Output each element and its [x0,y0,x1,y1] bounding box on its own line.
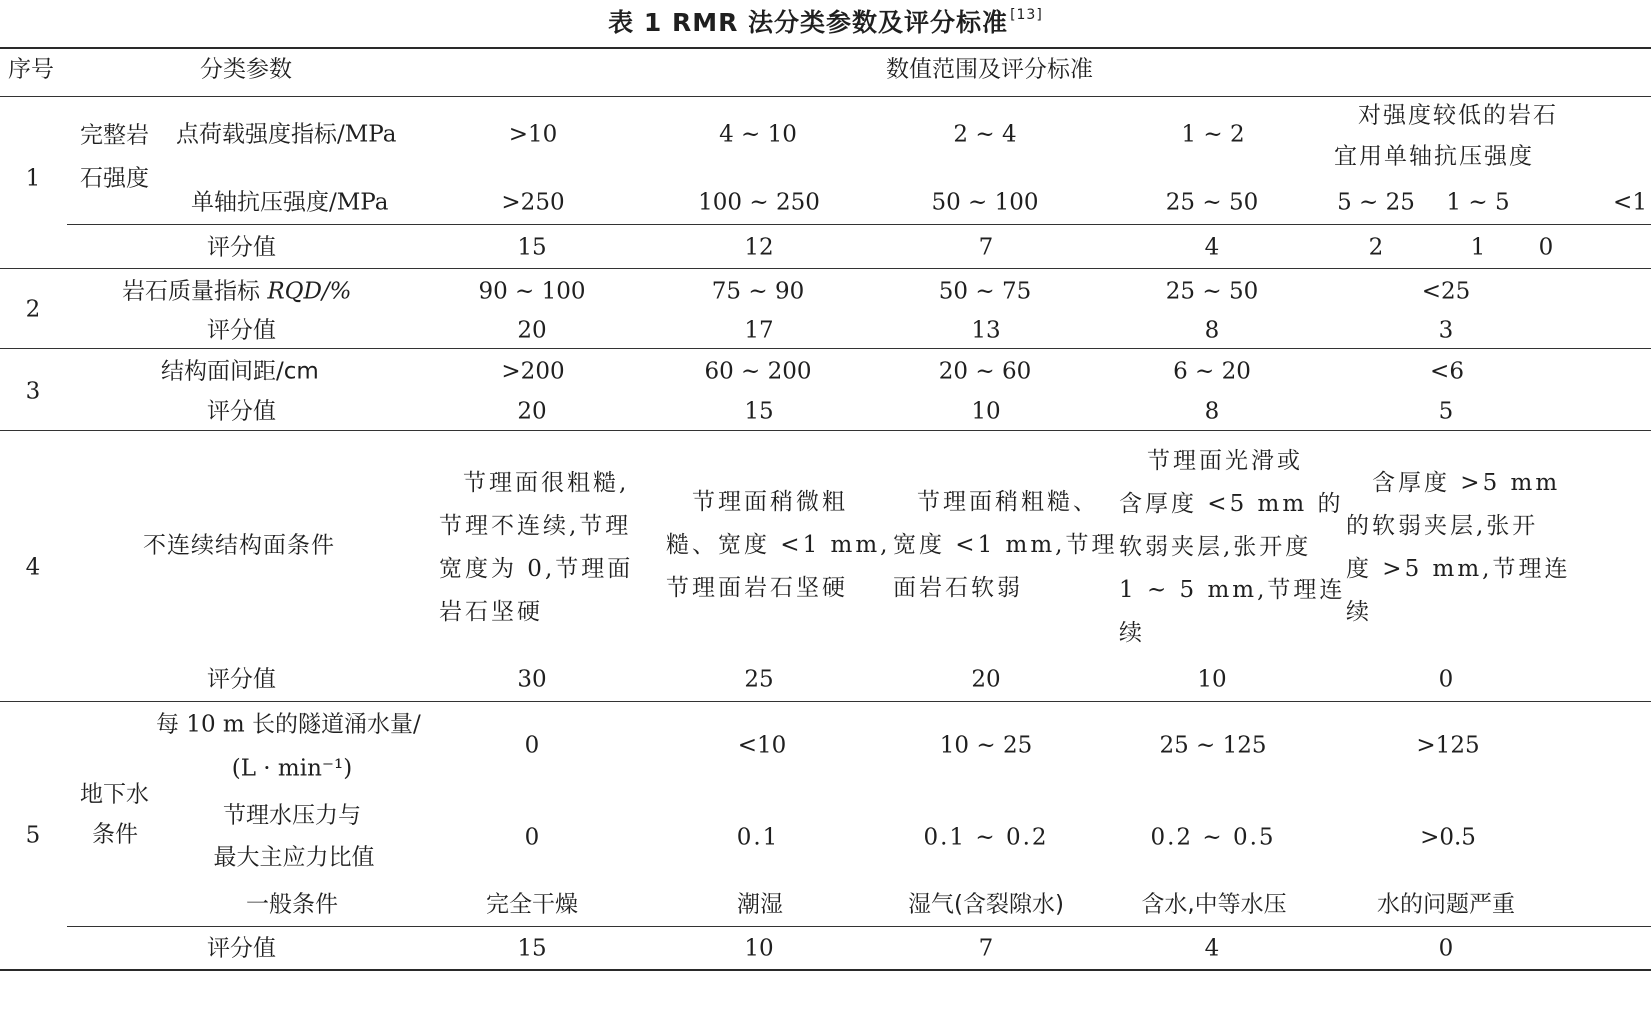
r4-cell-line: 软弱夹层,张开度 [1119,534,1312,560]
r2-val: 50 ~ 75 [938,278,1032,305]
r2-val: 75 ~ 90 [711,278,805,305]
r1-pl-val: 4 ~ 10 [719,121,797,148]
r4-cell-line: 糙、宽度 <1 mm, [666,532,891,558]
r1-score-label: 评分值 [207,234,276,261]
r4-no: 4 [25,554,41,581]
rule-r5-inner [67,926,1651,927]
r1-uc-val: 5 ~ 25 [1337,189,1415,216]
r4-cell-line: 含厚度 <5 mm 的 [1119,491,1344,517]
r4-cell-line: 宽度 <1 mm,节理 [893,532,1118,558]
header-range: 数值范围及评分标准 [886,56,1093,83]
rule-r1 [0,268,1651,269]
r5-inflow-val: 25 ~ 125 [1159,732,1267,759]
r4-cell-4 [1119,440,1345,655]
r1-pl-val: 1 ~ 2 [1181,121,1245,148]
r5-ratio-val: 0.1 ~ 0.2 [923,824,1049,851]
r2-score: 3 [1438,317,1454,344]
r4-cell-line: 节理面稍粗糙、 [917,489,1099,515]
r3-label: 结构面间距/cm [161,358,319,385]
r5-ratio-val: 0.1 [736,824,780,851]
r5-group-line1: 地下水 [80,781,149,808]
r4-cell-line: 节理面稍微粗 [692,489,848,515]
r3-score: 10 [971,398,1001,425]
r3-val: 60 ~ 200 [704,358,812,385]
r1-uc-val: <1 [1613,189,1647,216]
r4-cell-line: 度 >5 mm,节理连 [1346,556,1571,582]
r2-score: 17 [744,317,774,344]
rule-r2 [0,348,1651,349]
r1-uc-val: 50 ~ 100 [931,189,1039,216]
r5-no: 5 [25,822,41,849]
r2-label-italic: RQD/% [267,278,352,305]
r5-group-line2: 条件 [92,821,138,848]
r2-score: 20 [517,317,547,344]
r1-score: 1 [1470,234,1486,261]
r5-score: 10 [744,935,774,962]
r1-score: 15 [517,234,547,261]
r1-pl-val: 2 ~ 4 [953,121,1017,148]
r1-pl-label: 点荷载强度指标/MPa [176,121,397,148]
r1-pl-val: >10 [508,121,558,148]
caption-reference: [13] [1010,7,1043,23]
header-no: 序号 [8,56,54,83]
r4-score: 25 [744,666,774,693]
r4-cell-2 [666,481,890,610]
rule-top [0,47,1651,49]
r1-group-line2: 石强度 [80,165,149,192]
r1-pl-note-line2: 宜用单轴抗压强度 [1334,143,1534,170]
r4-cell-1 [439,462,633,634]
r5-general-val: 水的问题严重 [1377,891,1515,918]
r4-score-label: 评分值 [207,666,276,693]
r4-cell-line: 节理不连续,节理 [439,513,632,539]
r5-general-val: 湿气(含裂隙水) [908,891,1064,918]
r1-score: 7 [978,234,994,261]
r5-inflow-val: >125 [1416,732,1480,759]
r3-score: 15 [744,398,774,425]
r1-score: 2 [1368,234,1384,261]
r4-label: 不连续结构面条件 [143,532,335,559]
r2-no: 2 [25,296,41,323]
r5-inflow-val: 10 ~ 25 [939,732,1033,759]
r2-score-label: 评分值 [207,317,276,344]
r5-ratio-val: >0.5 [1420,824,1476,851]
r5-score: 7 [978,935,994,962]
r4-cell-line: 含厚度 >5 mm [1372,470,1561,496]
r5-general-val: 含水,中等水压 [1141,891,1287,918]
r2-score: 8 [1204,317,1220,344]
r2-label-main: 岩石质量指标 [122,278,268,305]
r1-score: 0 [1538,234,1554,261]
r4-score: 10 [1197,666,1227,693]
r3-no: 3 [25,378,41,405]
r1-score: 4 [1204,234,1220,261]
r5-ratio-val: 0.2 ~ 0.5 [1150,824,1276,851]
r4-cell-line: 续 [1119,620,1145,646]
r4-score: 30 [517,666,547,693]
r3-val: 20 ~ 60 [938,358,1032,385]
r5-general-val: 潮湿 [737,891,783,918]
r4-cell-line: 1 ~ 5 mm,节理连 [1119,577,1346,603]
r5-score-label: 评分值 [207,935,276,962]
r1-uc-val: 25 ~ 50 [1165,189,1259,216]
r5-score: 15 [517,935,547,962]
r5-ratio-label-line1: 节理水压力与 [223,802,361,829]
r5-inflow-label-line1: 每 10 m 长的隧道涌水量/ [156,711,421,738]
r5-inflow-val: <10 [737,732,787,759]
r4-cell-line: 宽度为 0,节理面 [439,556,634,582]
r4-cell-5 [1346,462,1570,634]
r1-no: 1 [25,165,41,192]
r1-uc-val: >250 [501,189,565,216]
r5-score: 0 [1438,935,1454,962]
r3-score-label: 评分值 [207,398,276,425]
r4-cell-line: 节理面很粗糙, [463,470,630,496]
r1-pl-note-line1: 对强度较低的岩石 [1358,102,1558,129]
r1-uc-val: 100 ~ 250 [698,189,820,216]
r4-score: 0 [1438,666,1454,693]
r2-score: 13 [971,317,1001,344]
r4-cell-line: 续 [1346,599,1372,625]
r3-score: 8 [1204,398,1220,425]
r3-score: 5 [1438,398,1454,425]
r1-uc-label: 单轴抗压强度/MPa [191,189,389,216]
r3-val: 6 ~ 20 [1173,358,1251,385]
r5-score: 4 [1204,935,1220,962]
rule-header [0,96,1651,97]
r2-val: <25 [1421,278,1471,305]
r4-score: 20 [971,666,1001,693]
r4-cell-3 [893,481,1117,610]
r4-cell-line: 节理面光滑或 [1147,448,1303,474]
r5-ratio-label-line2: 最大主应力比值 [213,844,375,871]
r2-val: 90 ~ 100 [478,278,586,305]
rule-r4 [0,701,1651,702]
r5-inflow-label-line2: (L · min⁻¹) [231,755,353,782]
r4-cell-line: 的软弱夹层,张开 [1346,513,1539,539]
r1-uc-val: 1 ~ 5 [1446,189,1510,216]
r3-val: >200 [501,358,565,385]
rule-bottom [0,969,1651,971]
r4-cell-line: 节理面岩石坚硬 [666,575,848,601]
r3-val: <6 [1430,358,1464,385]
table-caption [0,3,1651,39]
r4-cell-line: 面岩石软弱 [893,575,1023,601]
r5-ratio-val: 0 [524,824,540,851]
rule-r3 [0,430,1651,431]
r1-group-line1: 完整岩 [80,122,149,149]
r2-val: 25 ~ 50 [1165,278,1259,305]
r4-cell-line: 岩石坚硬 [439,599,543,625]
r2-label [122,278,352,305]
header-param: 分类参数 [200,56,292,83]
r1-score: 12 [744,234,774,261]
r5-general-label: 一般条件 [246,891,338,918]
caption-title: 表 1 RMR 法分类参数及评分标准 [608,8,1009,37]
r3-score: 20 [517,398,547,425]
rule-r1-inner [67,224,1651,225]
r5-general-val: 完全干燥 [486,891,578,918]
r5-inflow-val: 0 [524,732,540,759]
